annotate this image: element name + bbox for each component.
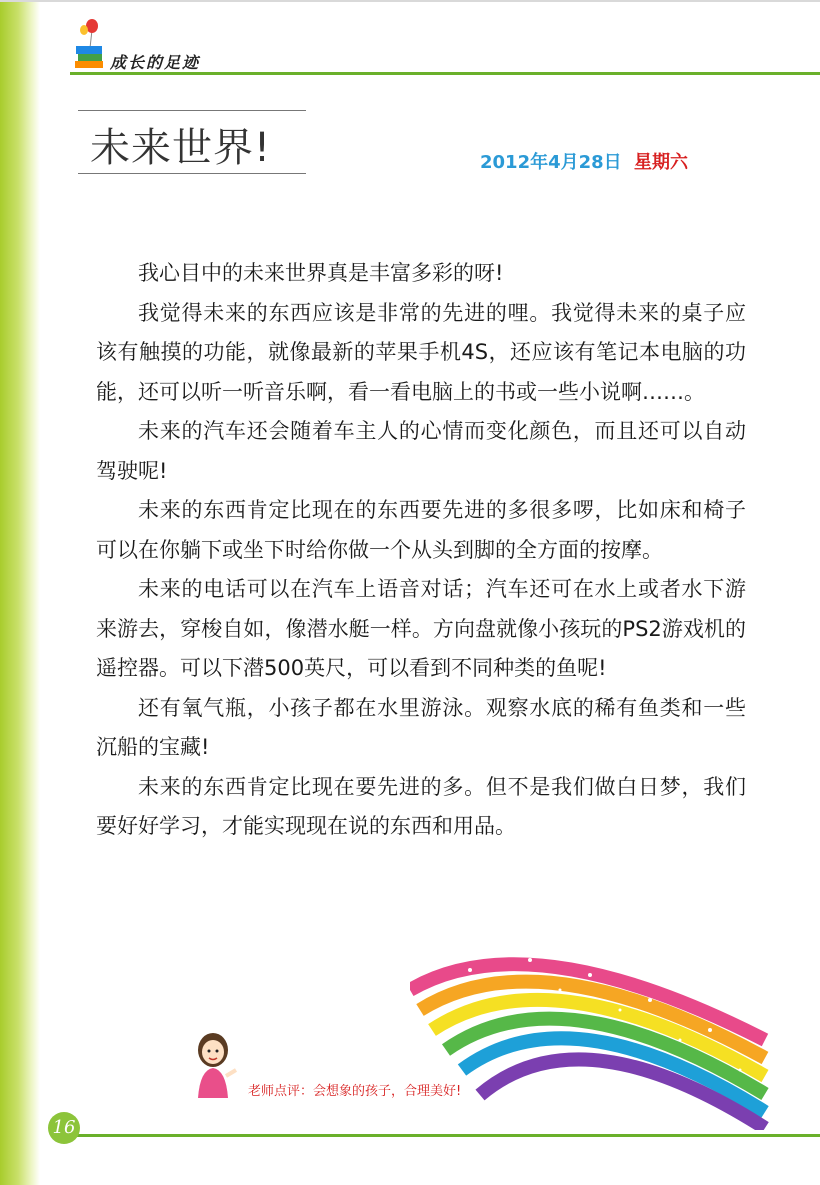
essay-paragraph: 未来的电话可以在汽车上语音对话；汽车还可在水上或者水下游来游去，穿梭自如，像潜水艇一样。方向盘就像小孩玩的PS2游戏机的遥控器。可以下潜500英尺，可以看到不同种类的鱼呢! [96, 577, 746, 680]
top-divider [0, 0, 820, 2]
entry-weekday: 星期六 [633, 152, 688, 173]
essay-paragraph: 我心目中的未来世界真是丰富多彩的呀! [138, 261, 504, 285]
teacher-comment: 老师点评：会想象的孩子，合理美好! [248, 1084, 462, 1099]
footer-divider [70, 1134, 820, 1137]
essay-paragraph: 还有氧气瓶，小孩子都在水里游泳。观察水底的稀有鱼类和一些沉船的宝藏! [96, 695, 746, 759]
essay-paragraph: 未来的东西肯定比现在要先进的多。但不是我们做白日梦，我们要好好学习，才能实现现在说的东西和用品。 [96, 774, 746, 838]
essay-body [96, 254, 746, 847]
page-number: 16 [48, 1112, 80, 1144]
side-color-bar [0, 0, 40, 1185]
teacher-cartoon-icon [188, 1030, 238, 1100]
rainbow-decoration [410, 930, 770, 1130]
books-balloon-icon [72, 18, 106, 70]
header-divider [70, 72, 820, 75]
page-title: 未来世界! [90, 125, 272, 171]
essay-paragraph: 未来的东西肯定比现在的东西要先进的多很多啰，比如床和椅子可以在你躺下或坐下时给你做一个从头到脚的全方面的按摩。 [96, 498, 746, 562]
essay-paragraph: 我觉得未来的东西应该是非常的先进的哩。我觉得未来的桌子应该有触摸的功能，就像最新的苹果手机4S，还应该有笔记本电脑的功能，还可以听一听音乐啊，看一看电脑上的书或一些小说啊……。 [96, 300, 746, 404]
essay-paragraph: 未来的汽车还会随着车主人的心情而变化颜色，而且还可以自动驾驶呢! [96, 419, 746, 483]
section-title: 成长的足迹 [110, 53, 201, 72]
entry-date: 2012年4月28日 [480, 152, 622, 173]
date-line [480, 148, 688, 174]
